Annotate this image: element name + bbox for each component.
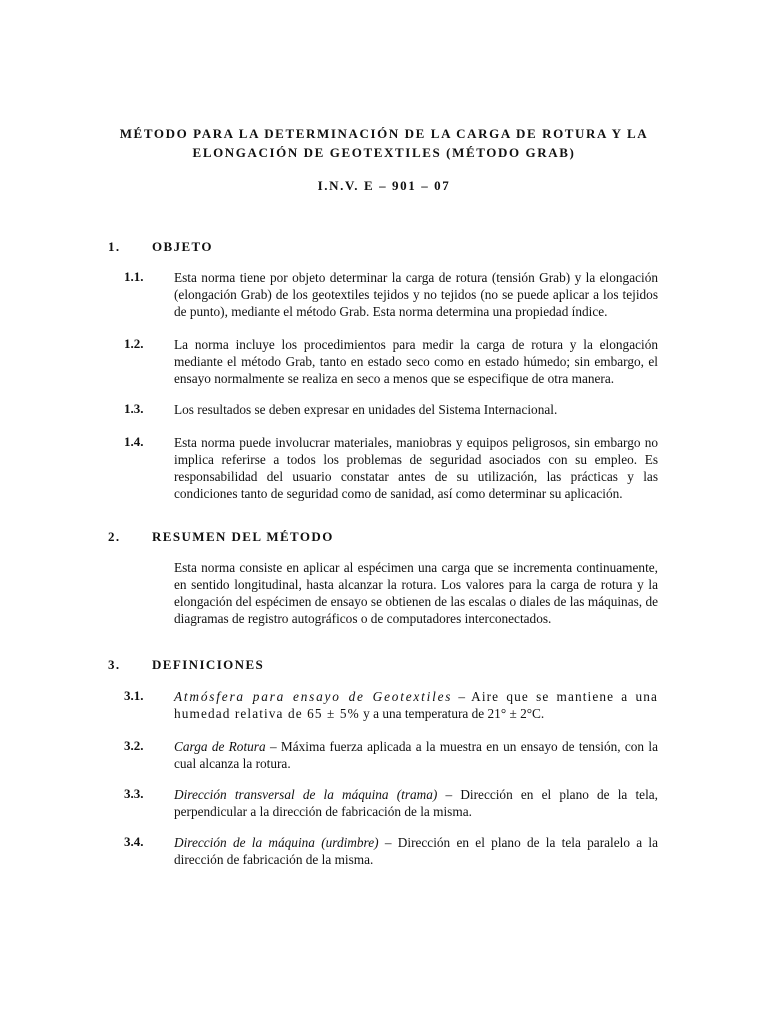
item-text: Esta norma tiene por objeto determinar la carga de rotura (tensión Grab) y la elongación (elongación Grab) de los geotextiles tejidos y no tejidos (no se puede aplicar a los tejidos de punto), mediante el método Grab. Esta norma determina una propiedad índice.: [174, 270, 658, 319]
definition-text: [174, 786, 658, 820]
item-number: 3.3.: [124, 786, 144, 801]
item-number: 3.1.: [124, 688, 144, 703]
definition-term: Dirección de la máquina (urdimbre): [174, 835, 379, 850]
section-title: DEFINICIONES: [152, 657, 265, 672]
definition-dash: –: [378, 835, 398, 850]
definition-term: Atmósfera para ensayo de Geotextiles: [174, 689, 453, 704]
item-number: 3.4.: [124, 834, 144, 849]
section-number: 2.: [108, 529, 121, 544]
section-number: 3.: [108, 657, 121, 672]
definition-dash: –: [452, 689, 472, 704]
definition-body: Aire que se mantiene a una humedad relativa de 65 ± 5%: [174, 689, 658, 721]
definition-term: Dirección transversal de la máquina (trama): [174, 787, 438, 802]
document-title: [0, 124, 768, 162]
definition-text: [174, 834, 658, 868]
definition-body: Dirección en el plano de la tela, perpendicular a la dirección de fabricación de la misma.: [174, 787, 659, 819]
item-number: 3.2.: [124, 738, 144, 753]
item-text: Los resultados se deben expresar en unidades del Sistema Internacional.: [174, 402, 558, 417]
definition-body: Dirección en el plano de la tela paralelo a la dirección de fabricación de la misma.: [174, 835, 659, 867]
definition-text: [174, 738, 658, 772]
definition-term: Carga de Rotura: [174, 739, 266, 754]
definition-text: [174, 688, 658, 722]
title-line-2: ELONGACIÓN DE GEOTEXTILES (MÉTODO GRAB): [192, 145, 576, 160]
norm-code: I.N.V. E – 901 – 07: [317, 178, 451, 193]
definition-dash: –: [437, 787, 461, 802]
item-number: 1.1.: [124, 269, 144, 284]
definition-dash: –: [265, 739, 281, 754]
item-number: 1.2.: [124, 336, 144, 351]
item-text: La norma incluye los procedimientos para medir la carga de rotura y la elongación mediante el método Grab, tanto en estado seco como en estado húmedo; sin embargo, el ensayo normalmente se realiza en seco a menos que se especifique de otra manera.: [174, 337, 658, 386]
title-line-1: MÉTODO PARA LA DETERMINACIÓN DE LA CARGA DE ROTURA Y LA: [119, 126, 649, 141]
definition-body-cont: y a una temperatura de 21° ± 2°C.: [359, 706, 545, 721]
definition-body: Máxima fuerza aplicada a la muestra en un ensayo de tensión, con la cual alcanza la rotura.: [174, 739, 658, 771]
section-title: OBJETO: [152, 239, 213, 254]
item-number: 1.3.: [124, 401, 144, 416]
section-number: 1.: [108, 239, 121, 254]
item-text: Esta norma puede involucrar materiales, maniobras y equipos peligrosos, sin embargo no implica referirse a todos los problemas de seguridad asociados con su empleo. Es responsabilidad del usuario constatar antes de su utilización, las prácticas y las condiciones tanto de seguridad como de sanidad, así como determinar su aplicación.: [174, 435, 658, 501]
section-title: RESUMEN DEL MÉTODO: [152, 529, 334, 544]
section-2-paragraph: Esta norma consiste en aplicar al espécimen una carga que se incrementa continuamente, en sentido longitudinal, hasta alcanzar la rotura. Los valores para la carga de rotura y la elongación del espécimen de ensayo se obtienen de las escalas o diales de las máquinas, de diagramas de registro autográficos o de computadores interconectados.: [174, 560, 658, 626]
item-number: 1.4.: [124, 434, 144, 449]
